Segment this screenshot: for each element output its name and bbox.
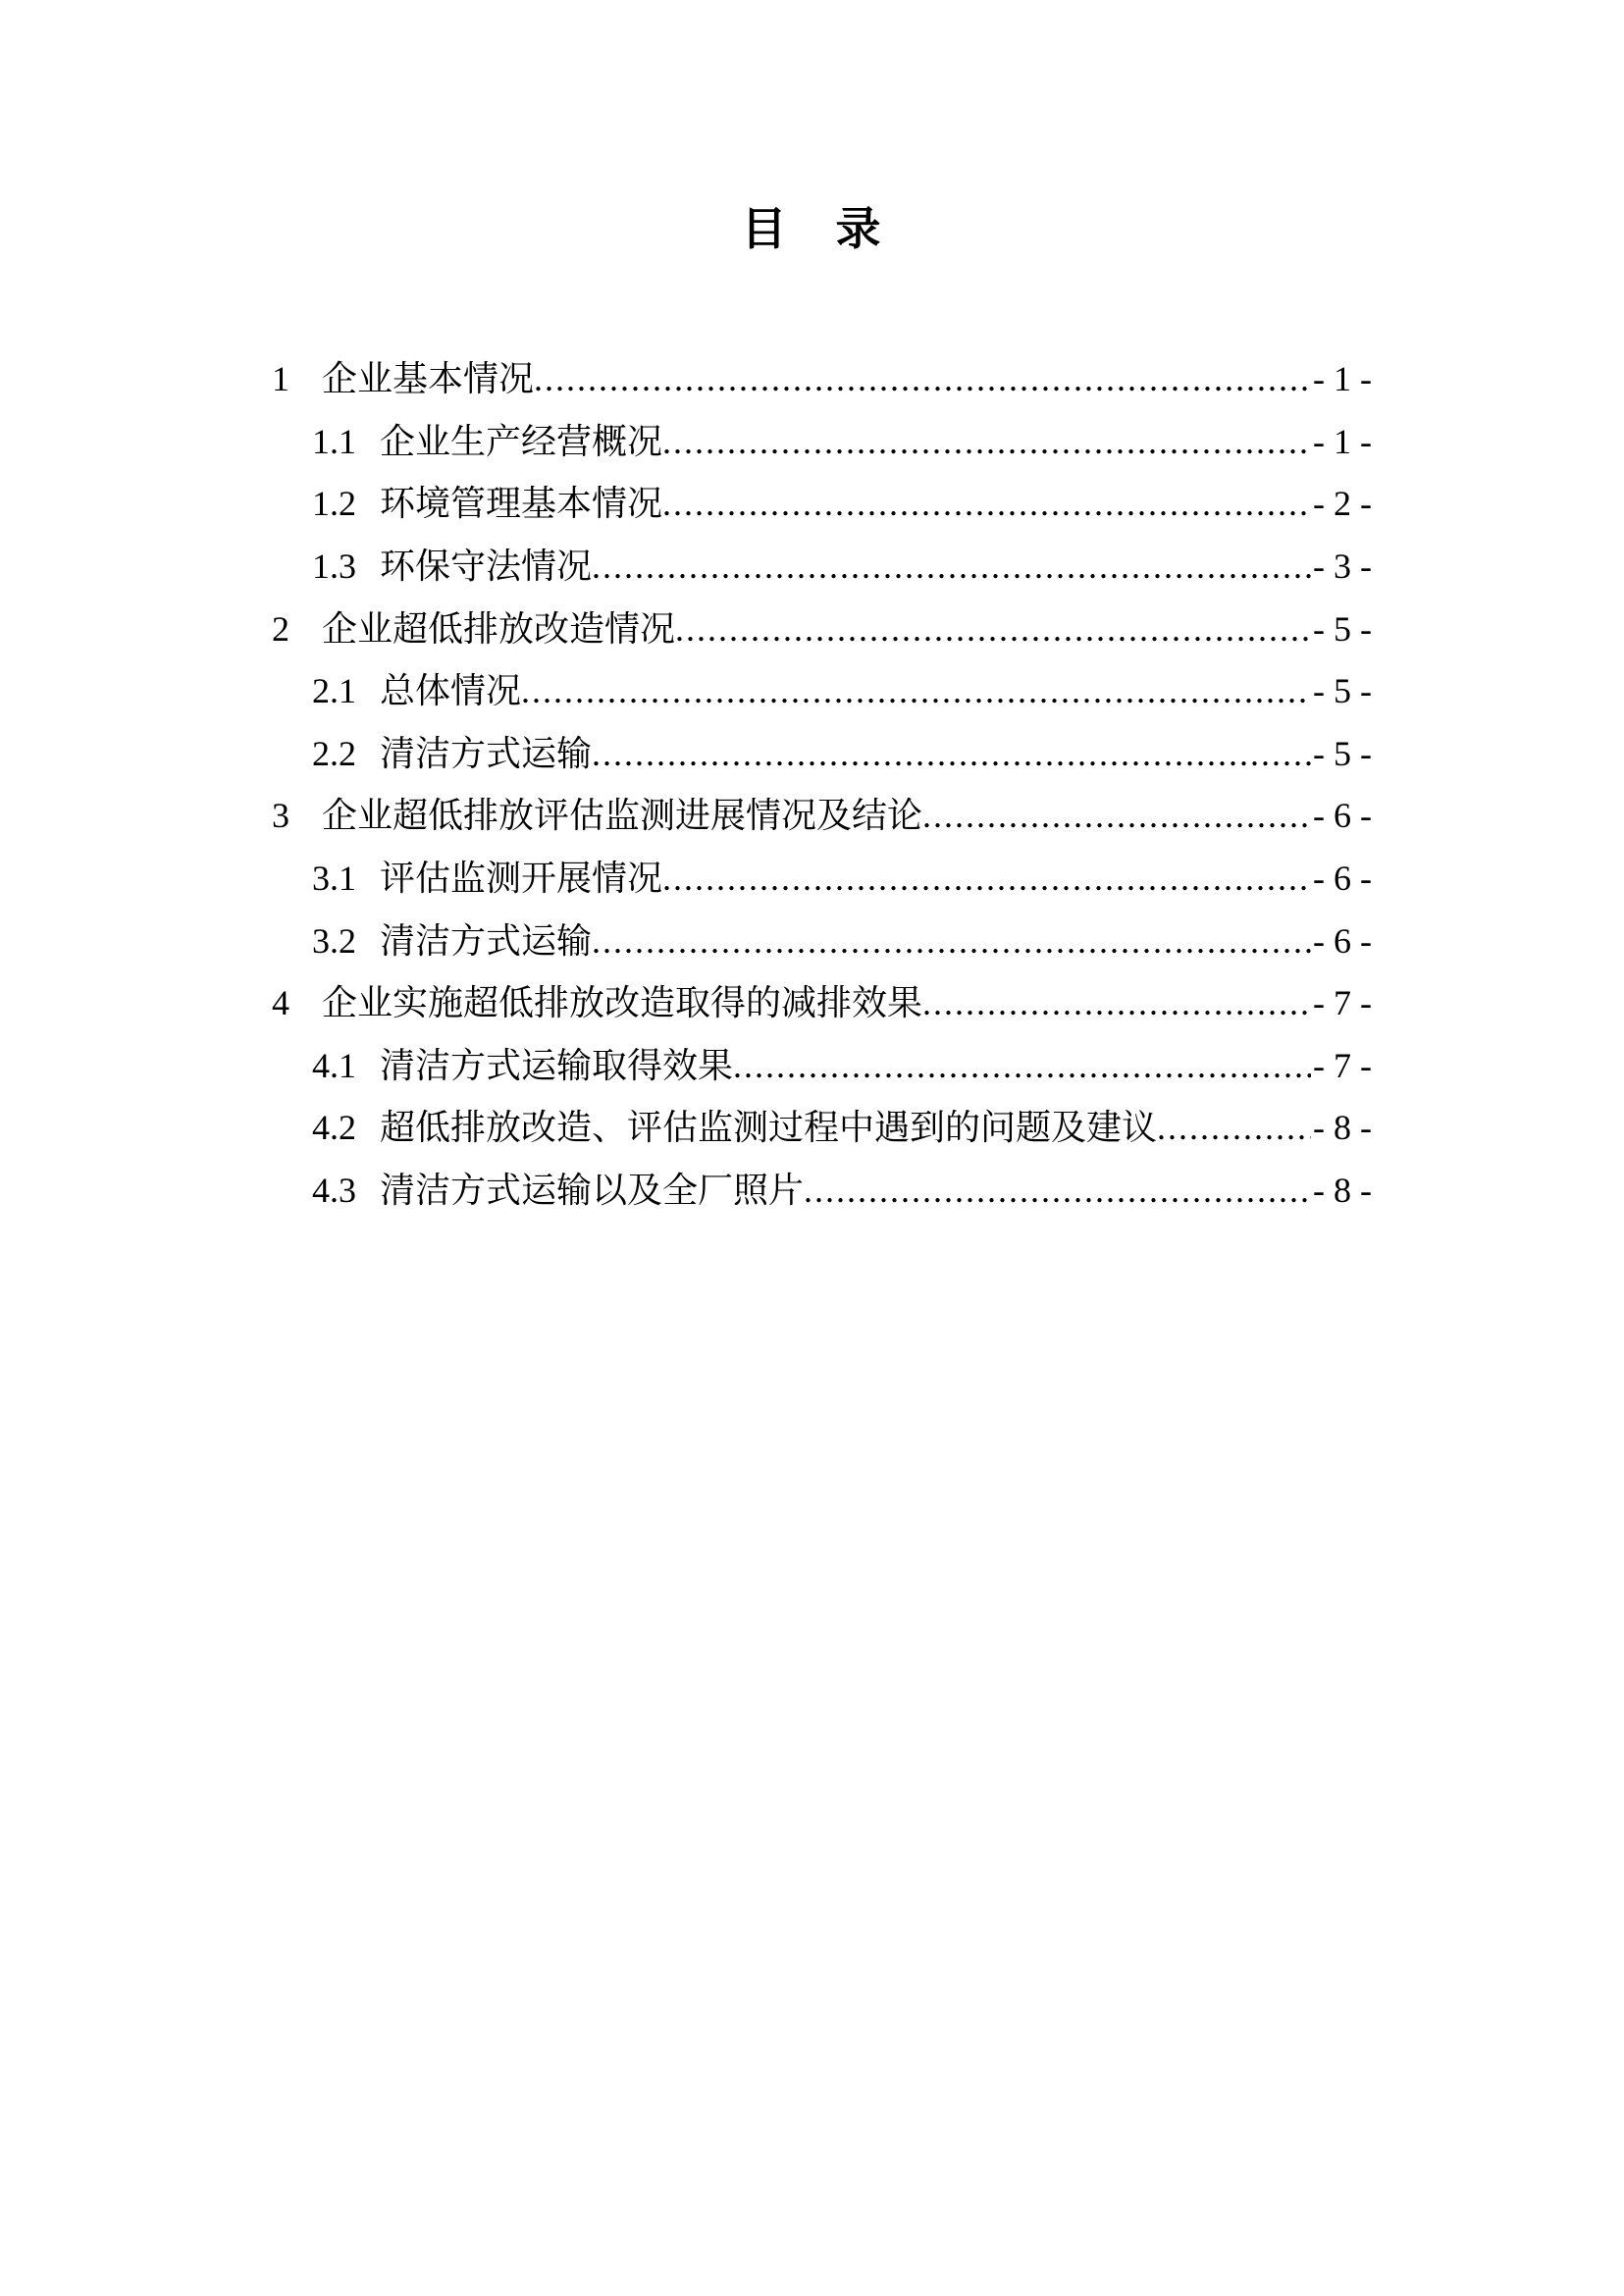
toc-entry-page: - 1 - bbox=[1313, 359, 1372, 399]
toc-entry-page: - 8 - bbox=[1313, 1108, 1372, 1148]
toc-entry-label: 企业超低排放评估监测进展情况及结论 bbox=[322, 796, 923, 836]
toc-dot-leader bbox=[662, 411, 1311, 474]
toc-entry-page: - 7 - bbox=[1313, 1045, 1372, 1085]
toc-dot-leader bbox=[662, 473, 1311, 536]
toc-entry-label: 清洁方式运输 bbox=[380, 733, 593, 773]
toc-entry-label: 环保守法情况 bbox=[380, 546, 593, 586]
toc-dot-leader bbox=[662, 848, 1311, 911]
toc-entry-page: - 5 - bbox=[1313, 671, 1372, 711]
toc-entry-label: 企业生产经营概况 bbox=[380, 421, 663, 461]
toc-dot-leader bbox=[804, 1160, 1311, 1223]
toc-entry[interactable] bbox=[272, 536, 1372, 599]
toc-dot-leader bbox=[922, 785, 1311, 848]
toc-entry-number: 1.2 bbox=[312, 484, 356, 524]
toc-entry-page: - 1 - bbox=[1313, 421, 1372, 461]
toc-dot-leader bbox=[592, 723, 1311, 786]
toc-entry[interactable] bbox=[272, 723, 1372, 786]
toc-entry-page: - 6 - bbox=[1313, 796, 1372, 836]
toc-dot-leader bbox=[733, 1035, 1311, 1098]
toc-entry-page: - 8 - bbox=[1313, 1170, 1372, 1210]
toc-entry-label: 总体情况 bbox=[380, 671, 522, 711]
toc-entry[interactable] bbox=[272, 972, 1372, 1035]
toc-entry-label: 环境管理基本情况 bbox=[380, 484, 663, 524]
toc-entry-label: 企业实施超低排放改造取得的减排效果 bbox=[322, 983, 923, 1023]
toc-entry[interactable] bbox=[272, 1035, 1372, 1098]
toc-entry-number: 2 bbox=[272, 608, 289, 649]
toc-dot-leader bbox=[534, 348, 1311, 411]
toc-entry-label: 超低排放改造、评估监测过程中遇到的问题及建议 bbox=[380, 1108, 1158, 1148]
toc-entry-number: 1.1 bbox=[312, 421, 356, 461]
toc-entry-page: - 5 - bbox=[1313, 733, 1372, 773]
toc-entry-number: 4.3 bbox=[312, 1170, 356, 1210]
toc-entry[interactable] bbox=[272, 411, 1372, 474]
toc-entry[interactable] bbox=[272, 348, 1372, 411]
toc-dot-leader bbox=[922, 972, 1311, 1035]
toc-entry-page: - 2 - bbox=[1313, 484, 1372, 524]
toc-dot-leader bbox=[675, 599, 1311, 661]
toc-entry[interactable] bbox=[272, 660, 1372, 723]
toc-entry-number: 4.1 bbox=[312, 1045, 356, 1085]
page-title: 目 录 bbox=[741, 204, 883, 254]
toc-entry-label: 评估监测开展情况 bbox=[380, 858, 663, 898]
toc-entry[interactable] bbox=[272, 848, 1372, 911]
toc-entry-number: 2.2 bbox=[312, 733, 356, 773]
toc-dot-leader bbox=[592, 536, 1311, 599]
toc-entry-number: 1.3 bbox=[312, 546, 356, 586]
toc-entry-page: - 6 - bbox=[1313, 858, 1372, 898]
toc-entry-label: 清洁方式运输取得效果 bbox=[380, 1045, 734, 1085]
toc-entry-label: 企业基本情况 bbox=[322, 359, 535, 399]
toc-entry[interactable] bbox=[272, 473, 1372, 536]
toc-entry[interactable] bbox=[272, 1097, 1372, 1160]
toc-entry-label: 清洁方式运输以及全厂照片 bbox=[380, 1170, 805, 1210]
toc-dot-leader bbox=[521, 660, 1311, 723]
toc-entry-page: - 6 - bbox=[1313, 920, 1372, 961]
toc-entry[interactable] bbox=[272, 1160, 1372, 1223]
toc-dot-leader bbox=[592, 911, 1311, 973]
toc-entry-number: 4 bbox=[272, 983, 289, 1023]
toc-entry-page: - 5 - bbox=[1313, 608, 1372, 649]
toc-entry-number: 1 bbox=[272, 359, 289, 399]
toc-entry-number: 3.1 bbox=[312, 858, 356, 898]
toc-entry-number: 2.1 bbox=[312, 671, 356, 711]
toc-entry[interactable] bbox=[272, 599, 1372, 661]
toc-entry[interactable] bbox=[272, 785, 1372, 848]
toc-entry[interactable] bbox=[272, 911, 1372, 973]
toc-entry-label: 企业超低排放改造情况 bbox=[322, 608, 676, 649]
toc-entry-page: - 7 - bbox=[1313, 983, 1372, 1023]
toc-entry-number: 4.2 bbox=[312, 1108, 356, 1148]
toc-dot-leader bbox=[1157, 1097, 1311, 1160]
toc-entry-page: - 3 - bbox=[1313, 546, 1372, 586]
toc-entry-number: 3 bbox=[272, 796, 289, 836]
toc-entry-number: 3.2 bbox=[312, 920, 356, 961]
toc-entry-label: 清洁方式运输 bbox=[380, 920, 593, 961]
table-of-contents bbox=[0, 348, 1624, 1222]
